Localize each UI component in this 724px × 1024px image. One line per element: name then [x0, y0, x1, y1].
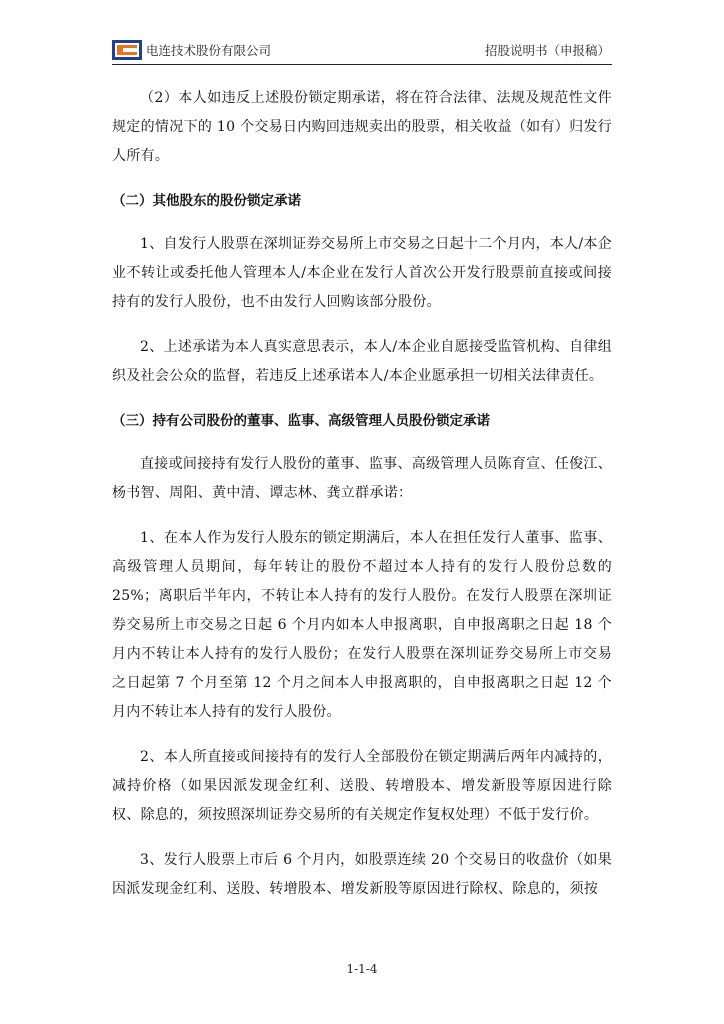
paragraph-twelve-month-lock: 1、自发行人股票在深圳证券交易所上市交易之日起十二个月内，本人/本企业不转让或委托他人管理本人/本企业在发行人首次公开发行股票前直接或间接持有的发行人股份，也不由发行人回购该部分股份。: [112, 236, 612, 310]
section-heading-directors-lock: （三）持有公司股份的董事、监事、高级管理人员股份锁定承诺: [112, 413, 490, 429]
document-type: 招股说明书（申报稿）: [484, 43, 610, 58]
paragraph-violation-repurchase: （2）本人如违反上述股份锁定期承诺，将在符合法律、法规及规范性文件规定的情况下的 10 个交易日内购回违规卖出的股票，相关收益（如有）归发行人所有。: [112, 90, 612, 164]
paragraph-reduction-price: 2、本人所直接或间接持有的发行人全部股份在锁定期满后两年内减持的，减持价格（如果因派发现金红利、送股、转增股本、增发新股等原因进行除权、除息的，须按照深圳证券交易所的有关规定作复权处理）不低于发行价。: [112, 749, 612, 823]
paragraph-transfer-limit: 1、在本人作为发行人股东的锁定期满后，本人在担任发行人董事、监事、高级管理人员期间，每年转让的股份不超过本人持有的发行人股份总数的25%；离职后半年内，不转让本人持有的发行人股份。在发行人股票在深圳证券交易所上市交易之日起 6 个月内如本人申报离职，自申报离职之日起 18 个月内不转让本人持有的发行人股份；在发行人股票在深圳证券交易所上市交易之日起第 7 个月至第 12 个月之间本人申报离职的，自申报离职之日起 12 个月内不转让本人持有的发行人股份。: [112, 530, 612, 720]
paragraph-true-intent: 2、上述承诺为本人真实意思表示，本人/本企业自愿接受监管机构、自律组织及社会公众的监督，若违反上述承诺本人/本企业愿承担一切相关法律责任。: [112, 339, 612, 384]
page-header: [112, 38, 612, 65]
company-logo-icon: [112, 40, 142, 60]
section-heading-other-shareholders: （二）其他股东的股份锁定承诺: [112, 193, 301, 209]
page-number: 1-1-4: [346, 962, 378, 976]
paragraph-director-list: 直接或间接持有发行人股份的董事、监事、高级管理人员陈育宣、任俊江、杨书智、周阳、黄中清、谭志林、龚立群承诺：: [112, 456, 612, 501]
document-body: [112, 84, 612, 920]
paragraph-closing-price: 3、发行人股票上市后 6 个月内，如股票连续 20 个交易日的收盘价（如果因派发现金红利、送股、转增股本、增发新股等原因进行除权、除息的，须按: [112, 852, 612, 897]
company-name: 电连技术股份有限公司: [146, 43, 272, 58]
